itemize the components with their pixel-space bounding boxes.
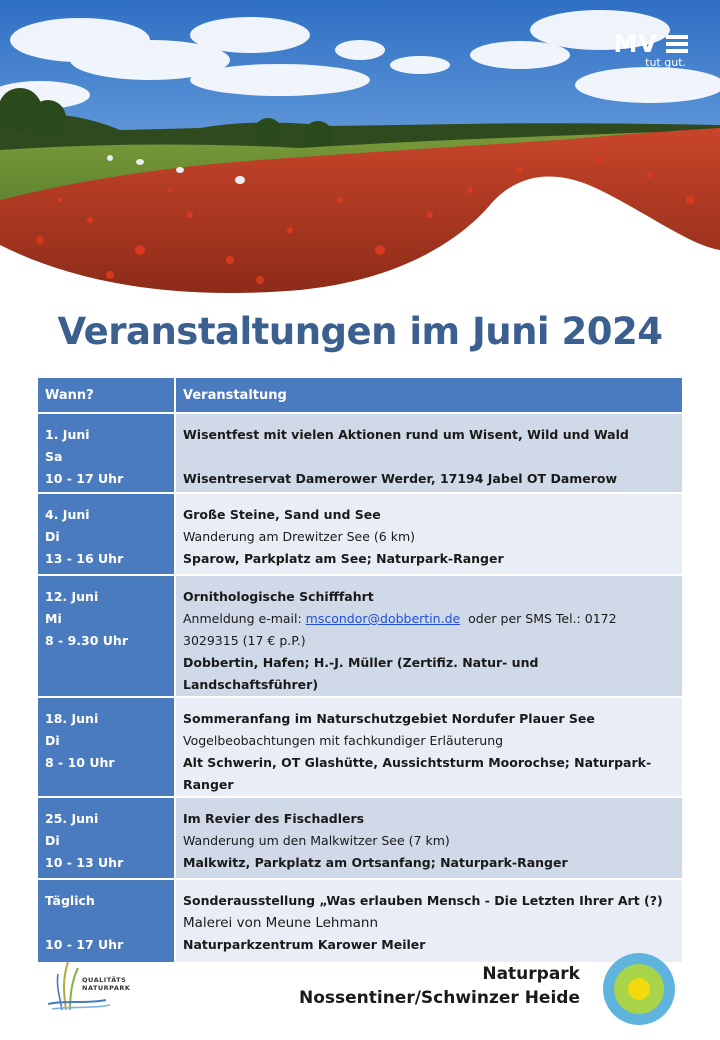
event-location: Malkwitz, Parkplatz am Ortsanfang; Naturpark-Ranger (183, 855, 568, 870)
flag-icon (666, 35, 688, 53)
quality-naturpark-logo (46, 960, 146, 1016)
event-day: Mi (45, 611, 62, 626)
table-row (37, 493, 683, 575)
event-title: Im Revier des Fischadlers (183, 811, 365, 826)
events-table (36, 376, 684, 964)
when-cell (37, 575, 175, 697)
quality-line2: NATURPARK (82, 984, 131, 992)
when-cell (37, 797, 175, 879)
event-description (183, 608, 675, 630)
event-description: Vogelbeobachtungen mit fachkundiger Erläuterung (183, 733, 504, 748)
event-description: Wanderung am Drewitzer See (6 km) (183, 529, 415, 544)
table-row (37, 413, 683, 493)
sms-info: oder per SMS Tel.: 0172 (468, 611, 617, 626)
event-location: Dobbertin, Hafen; H.-J. Müller (Zertifiz. Natur- und Landschaftsführer) (183, 655, 539, 692)
quality-line1: QUALITÄTS (82, 976, 127, 984)
event-cell (175, 797, 683, 879)
event-description: Malerei von Meune Lehmann (183, 915, 379, 931)
event-price: 3029315 (17 € p.P.) (183, 633, 306, 648)
event-date: 12. Juni (45, 589, 99, 604)
event-title: Große Steine, Sand und See (183, 507, 381, 522)
event-time: 10 - 17 Uhr (45, 937, 124, 952)
when-cell (37, 493, 175, 575)
mv-slogan: tut gut. (645, 56, 686, 69)
mv-brand: MV (613, 30, 658, 58)
event-day: Di (45, 833, 60, 848)
event-location: Naturparkzentrum Karower Meiler (183, 937, 426, 952)
event-title: Ornithologische Schifffahrt (183, 589, 374, 604)
naturpark-circle-logo (602, 952, 676, 1026)
event-date: 18. Juni (45, 711, 99, 726)
naturpark-line1: Naturpark (482, 964, 580, 984)
event-day: Di (45, 733, 60, 748)
when-cell (37, 413, 175, 493)
event-location: Wisentreservat Damerower Werder, 17194 Jabel OT Damerow (183, 471, 618, 486)
header-event: Veranstaltung (175, 377, 683, 413)
event-title: Sommeranfang im Naturschutzgebiet Nordufer Plauer See (183, 711, 595, 726)
event-time: 8 - 9.30 Uhr (45, 633, 128, 648)
mv-logo (613, 30, 688, 69)
table-row (37, 575, 683, 697)
event-time: 8 - 10 Uhr (45, 755, 115, 770)
event-title: Wisentfest mit vielen Aktionen rund um Wisent, Wild und Wald (183, 427, 629, 442)
event-cell (175, 879, 683, 963)
email-link[interactable]: mscondor@dobbertin.de (305, 611, 461, 626)
event-location: Alt Schwerin, OT Glashütte, Aussichtsturm Moorochse; Naturpark-Ranger (183, 755, 652, 792)
table-header-row (37, 377, 683, 413)
event-date: Täglich (45, 893, 95, 908)
event-time: 13 - 16 Uhr (45, 551, 124, 566)
event-cell (175, 575, 683, 697)
event-time: 10 - 17 Uhr (45, 471, 124, 486)
poppy-field-image (0, 0, 720, 300)
event-cell (175, 493, 683, 575)
event-date: 1. Juni (45, 427, 90, 442)
event-day: Di (45, 529, 60, 544)
hero-photo (0, 0, 720, 300)
registration-label: Anmeldung e-mail: (183, 611, 306, 626)
page-title: Veranstaltungen im Juni 2024 (57, 310, 663, 353)
event-title: Sonderausstellung „Was erlauben Mensch - Die Letzten Ihrer Art (?) (183, 893, 663, 908)
event-date: 4. Juni (45, 507, 90, 522)
event-time: 10 - 13 Uhr (45, 855, 124, 870)
event-description: Wanderung um den Malkwitzer See (7 km) (183, 833, 450, 848)
table-row (37, 879, 683, 963)
when-cell (37, 879, 175, 963)
event-cell (175, 697, 683, 797)
naturpark-line2: Nossentiner/Schwinzer Heide (298, 988, 580, 1008)
event-day: Sa (45, 449, 63, 464)
when-cell (37, 697, 175, 797)
naturpark-name (299, 962, 580, 1010)
event-cell (175, 413, 683, 493)
quality-naturpark-text (82, 976, 130, 992)
table-row (37, 797, 683, 879)
event-date: 25. Juni (45, 811, 99, 826)
event-location: Sparow, Parkplatz am See; Naturpark-Ranger (183, 551, 504, 566)
header-when: Wann? (37, 377, 175, 413)
table-row (37, 697, 683, 797)
